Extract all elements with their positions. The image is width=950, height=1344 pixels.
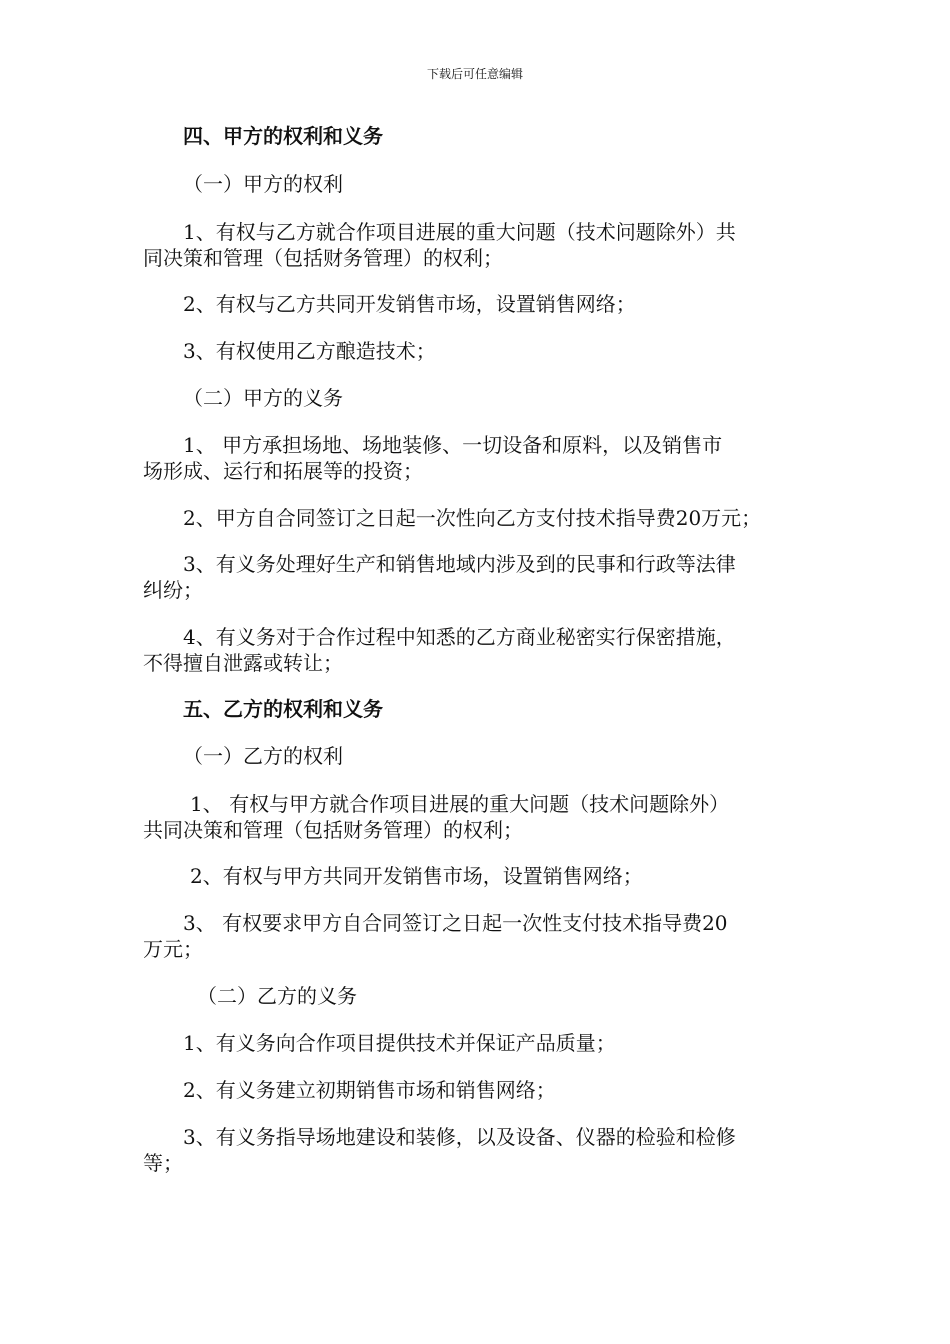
section-heading-party-a: 四、甲方的权利和义务	[183, 124, 383, 148]
subsection-title-party-b-duties: （二）乙方的义务	[197, 984, 357, 1008]
clause-party-a-duty-1-line1: 1、 甲方承担场地、场地装修、一切设备和原料，以及销售市	[183, 433, 723, 457]
clause-party-a-right-1-line2: 同决策和管理（包括财务管理）的权利；	[143, 246, 503, 270]
clause-party-b-duty-1: 1、有义务向合作项目提供技术并保证产品质量；	[183, 1031, 616, 1055]
subsection-title-party-a-rights: （一）甲方的权利	[183, 172, 343, 196]
clause-party-b-right-3-line2: 万元；	[143, 937, 203, 961]
clause-party-b-right-2: 2、有权与甲方共同开发销售市场，设置销售网络；	[190, 864, 643, 888]
subsection-title-party-a-duties: （二）甲方的义务	[183, 386, 343, 410]
clause-party-b-right-1-line1: 1、 有权与甲方就合作项目进展的重大问题（技术问题除外）	[190, 792, 730, 816]
section-heading-party-b: 五、乙方的权利和义务	[183, 697, 383, 721]
clause-party-a-duty-1-line2: 场形成、运行和拓展等的投资；	[143, 459, 423, 483]
page-header: 下载后可任意编辑	[426, 67, 523, 81]
subsection-title-party-b-rights: （一）乙方的权利	[183, 744, 343, 768]
clause-party-a-duty-2: 2、甲方自合同签订之日起一次性向乙方支付技术指导费20万元；	[183, 506, 762, 530]
clause-party-a-right-2: 2、有权与乙方共同开发销售市场，设置销售网络；	[183, 292, 636, 316]
clause-party-a-right-1-line1: 1、有权与乙方就合作项目进展的重大问题（技术问题除外）共	[183, 220, 736, 244]
clause-party-b-right-1-line2: 共同决策和管理（包括财务管理）的权利；	[143, 818, 523, 842]
clause-party-a-right-3: 3、有权使用乙方酿造技术；	[183, 339, 436, 363]
clause-party-b-duty-2: 2、有义务建立初期销售市场和销售网络；	[183, 1078, 556, 1102]
clause-party-b-duty-3-line1: 3、有义务指导场地建设和装修，以及设备、仪器的检验和检修	[183, 1125, 736, 1149]
clause-party-a-duty-4-line1: 4、有义务对于合作过程中知悉的乙方商业秘密实行保密措施，	[183, 625, 736, 649]
clause-party-a-duty-3-line1: 3、有义务处理好生产和销售地域内涉及到的民事和行政等法律	[183, 552, 736, 576]
clause-party-b-right-3-line1: 3、 有权要求甲方自合同签订之日起一次性支付技术指导费20	[183, 911, 728, 935]
clause-party-a-duty-4-line2: 不得擅自泄露或转让；	[143, 651, 343, 675]
clause-party-b-duty-3-line2: 等；	[143, 1151, 183, 1175]
clause-party-a-duty-3-line2: 纠纷；	[143, 578, 203, 602]
